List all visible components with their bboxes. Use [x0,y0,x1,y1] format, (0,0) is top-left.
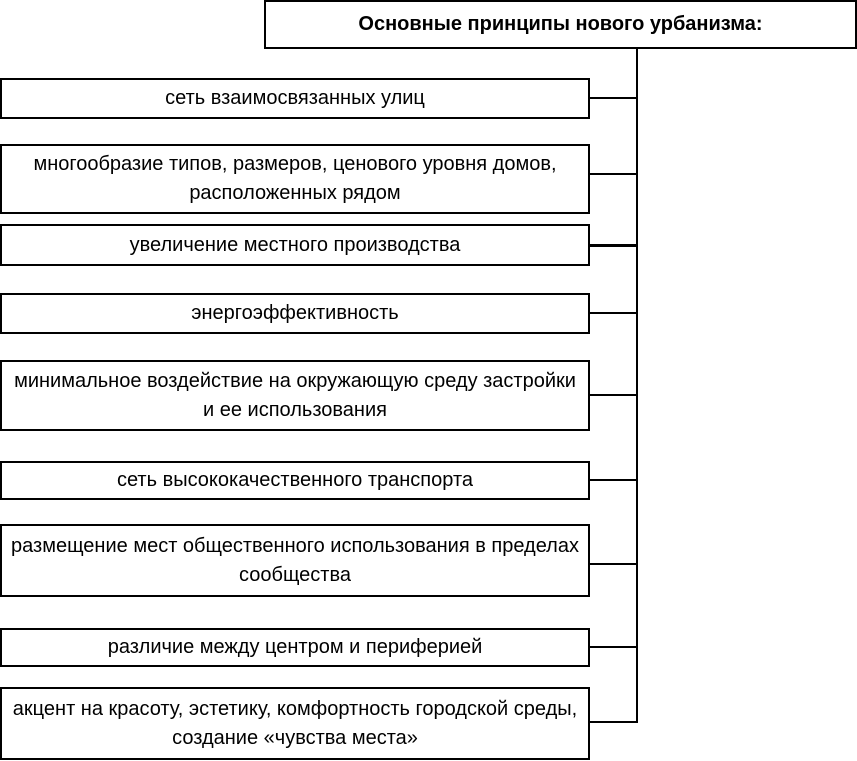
connector-line [590,173,637,175]
connector-line [590,394,637,396]
principle-box-environmental-impact [0,360,590,431]
principle-text: акцент на красоту, эстетику, комфортность городской среды, создание «чувства места» [12,697,578,749]
principle-text: различие между центром и периферией [107,636,483,658]
principle-text: увеличение местного производства [129,233,461,256]
connector-line [590,721,637,723]
principle-box-public-spaces [0,524,590,597]
principle-box-housing-diversity [0,144,590,214]
connector-line [590,563,637,565]
principle-text: минимальное воздействие на окружающую среду застройки и ее использования [14,369,576,421]
principle-text: сеть взаимосвязанных улиц [165,87,425,109]
principle-box-street-network [0,78,590,119]
principle-box-beauty-comfort [0,687,590,760]
connector-line [590,244,637,247]
principle-box-local-production [0,224,590,266]
principle-text: размещение мест общественного использования в пределах сообщества [11,534,579,586]
connector-line [590,479,637,481]
diagram-title [264,0,857,49]
principle-box-energy-efficiency [0,293,590,334]
vertical-connector [636,49,638,723]
connector-line [590,646,637,648]
diagram-title-text: Основные принципы нового урбанизма: [358,13,763,35]
connector-line [590,312,637,314]
principle-box-center-periphery [0,628,590,667]
principle-text: энергоэффективность [191,302,399,324]
principle-text: сеть высококачественного транспорта [116,469,474,491]
principle-box-transport-network [0,461,590,500]
principle-text: многообразие типов, размеров, ценового уровня домов, расположенных рядом [33,153,557,204]
connector-line [590,97,637,99]
